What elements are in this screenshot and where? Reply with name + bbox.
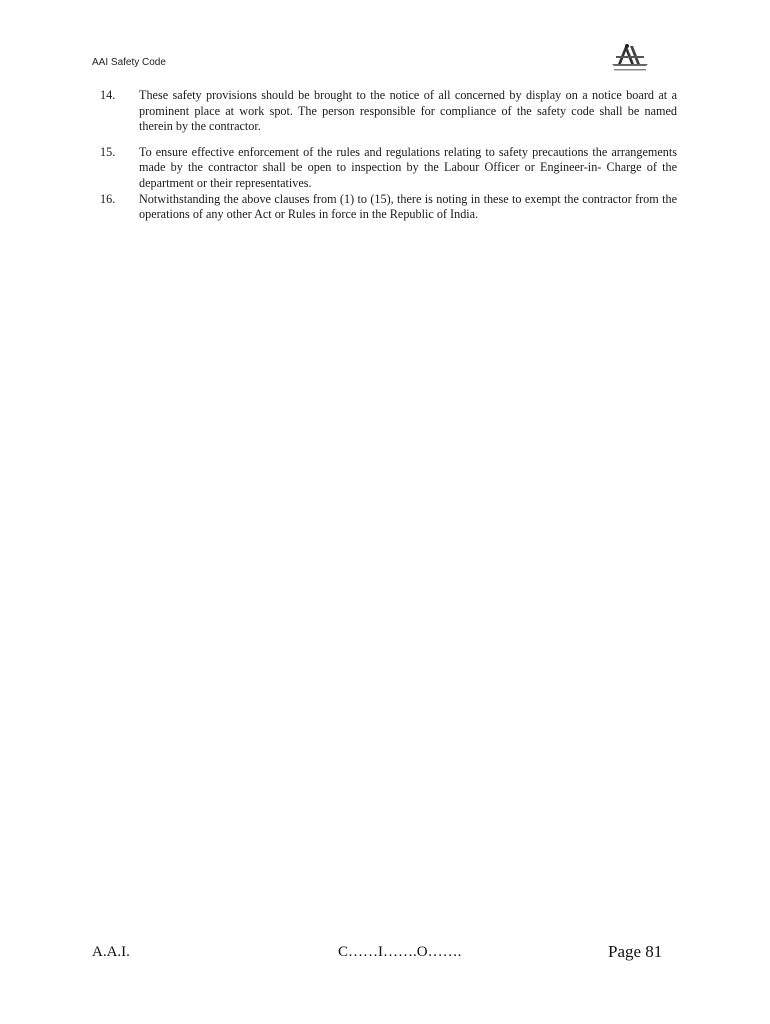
header-title: AAI Safety Code xyxy=(92,57,166,68)
clause-text: To ensure effective enforcement of the rules and regulations relating to safety precautions the arrangements made by the contractor shall be open to inspection by the Labour Officer or Engineer-in- Charge of the department or their representatives. xyxy=(139,144,677,190)
clause-list xyxy=(92,88,677,233)
clause-number: 15. xyxy=(100,144,116,159)
clause-item xyxy=(92,88,677,135)
page-number: Page 81 xyxy=(608,942,663,961)
clause-number: 16. xyxy=(100,191,116,206)
footer-cio: C……I…….O……. xyxy=(338,944,462,960)
aai-logo xyxy=(606,42,654,74)
clause-item xyxy=(92,192,677,223)
clause-text: Notwithstanding the above clauses from (1) to (15), there is noting in these to exempt the contractor from the operations of any other Act or Rules in force in the Republic of India. xyxy=(139,191,677,222)
clause-text: These safety provisions should be brought to the notice of all concerned by display on a notice board at a prominent place at work spot. The person responsible for compliance of the safety code shall be named therein by the contractor. xyxy=(139,88,677,134)
footer-org: A.A.I. xyxy=(92,944,130,960)
clause-number: 14. xyxy=(100,88,116,102)
clause-item xyxy=(92,145,677,192)
